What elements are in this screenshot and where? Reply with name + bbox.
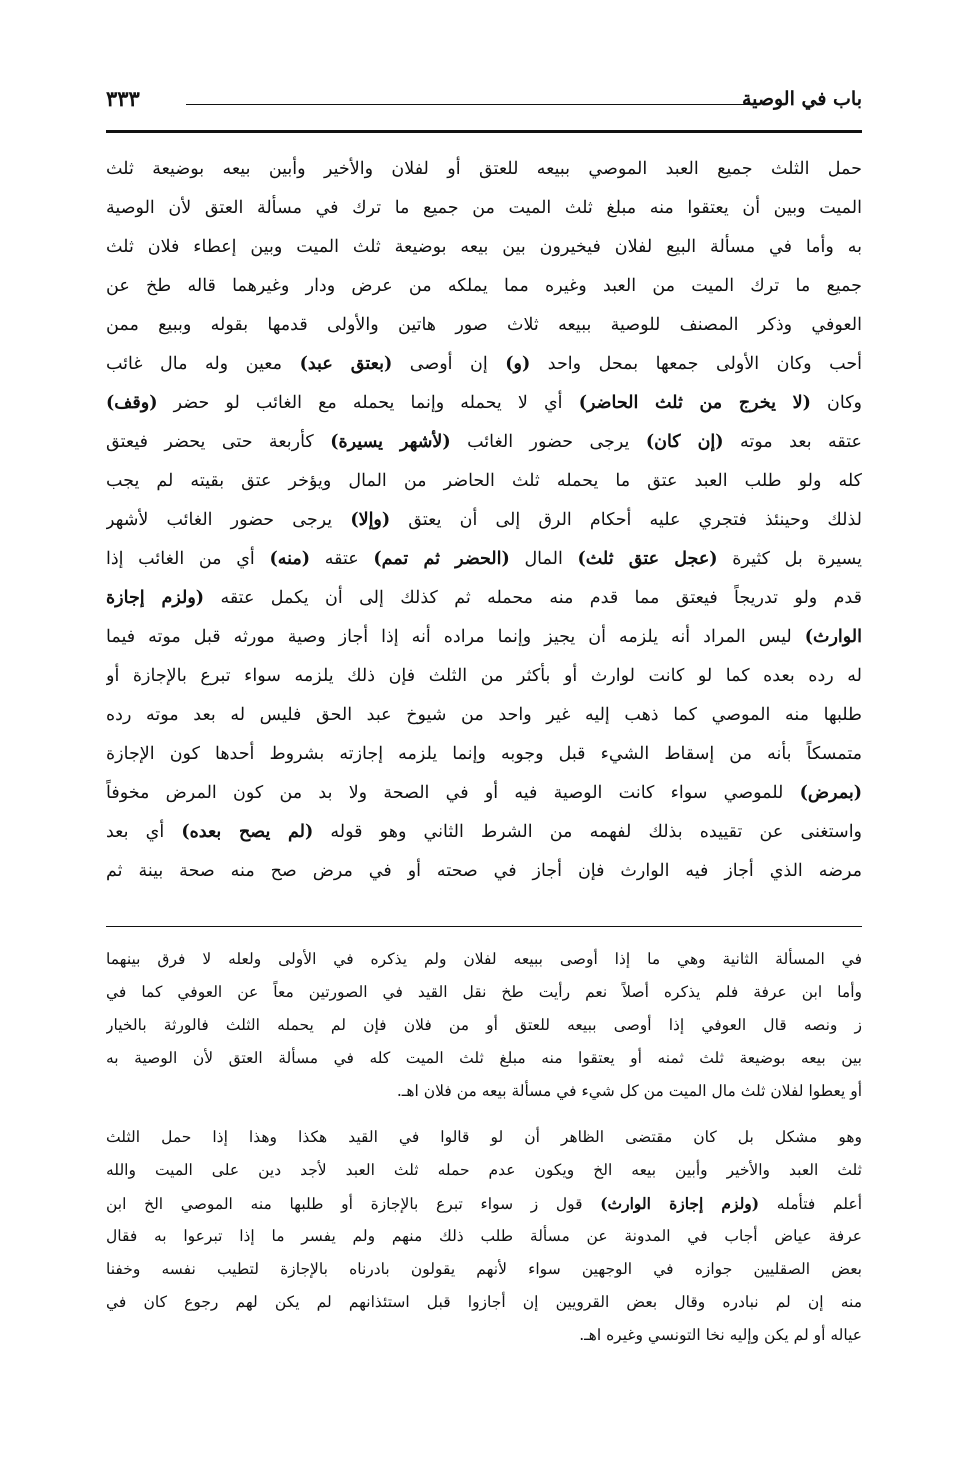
text-line: عتقه بعد موته (إن كان) يرجى حضور الغائب (لأشهر يسيرة) كأربعة حتى يحضر فيعتق (106, 432, 862, 452)
bold-term: (وقف) (106, 393, 158, 413)
footnote-line: منه إن لم نبادره وقال بعض القرويين إن أجازوا قبل استئذانهم لم يكن لهم رجوع كان في (106, 1293, 862, 1311)
bold-term: (عجل عتق ثلث) (577, 549, 718, 569)
footnote-line: أعلم فتأمله (ولزم إجازة الوارث) قول ز سواء تبرع بالإجازة أو طلبها منه الموصي الخ ابن (106, 1194, 862, 1213)
text-line: طلبها منه الموصي كما ذهب إليه غير واحد من شيوخ عبد الحق فليس له بعد موته رده (106, 705, 862, 725)
text-line: به وأما في مسألة البيع لفلان فيخيرون بين بيعه بوضيعة ثلث الميت وبين إعطاء فلان ثلث (106, 237, 862, 257)
bold-term: (و) (505, 354, 531, 374)
footnote-line: ز ونصه قال العوفي إذا أوصى ببيعه للعتق أو من فلان فإن لم يحمله الثلث فالورثة بالخيار (106, 1016, 862, 1034)
bold-term: (بعتق عبد) (299, 354, 393, 374)
footnote-line: وأما ابن عرفة فلم يذكره أصلاً نعم رأيت طخ نقل القيد في الصورتين معاً عن العوفي كما في (106, 983, 862, 1001)
text-line: العوفي وذكر المصنف للوصية ببيعه ثلاث صور هاتين والأولى قدمها بقوله وببيع ممن (106, 315, 862, 335)
footnote-line: وهو مشكل بل كان مقتضى الظاهر أن لو قالوا في القيد هكذا وهذا إذا حمل الثلث (106, 1128, 862, 1146)
main-text (106, 150, 862, 891)
text-line: جميع ما ترك الميت من العبد وغيره مما يملكه من عرض ودار وغيرهما قاله طخ عن (106, 276, 862, 296)
footnote-paragraph (106, 943, 862, 1108)
bold-term: (ولزم إجازة الوارث) (600, 1194, 760, 1213)
text-line: قدم ولو تدريجاً فيعتق مما قدم منه محمله ثم كذلك إلى أن يكمل عتقه (ولزم إجازة (106, 588, 862, 608)
text-line: واستغنى عن تقييده بذلك لفهمه من الشرط الثاني وهو قوله (لم يصح بعده) أي بعد (106, 822, 862, 842)
text-line: الوارث) ليس المراد أنه يلزمه أن يجيز وإنما مراده أنه إذا أجاز وصية مورثه قبل موته فيما (106, 627, 862, 647)
bold-term: (إن كان) (645, 432, 724, 452)
text-line: كله ولو طلب العبد عتق ما يحمله ثلث الحاضر من المال ويؤخر عتق بقيته لم يجب (106, 471, 862, 491)
footnote-paragraph (106, 1121, 862, 1352)
text-line: حمل الثلث جميع العبد الموصي ببيعه للعتق أو لفلان والأخير وأبين بيعه بوضيعة ثلث (106, 159, 862, 179)
text-line: له رده بعده كما لو كانت لوارث أو بأكثر من الثلث فإن ذلك يلزمه سواء تبرع بالإجازة أو (106, 666, 862, 686)
bold-term: (لا يخرج من ثلث الحاضر) (578, 393, 811, 413)
bold-term: (لأشهر يسيرة) (330, 432, 451, 452)
bold-term: (الحضر ثم تمم) (373, 549, 510, 569)
footnote-separator (106, 926, 862, 927)
text-line: لذلك وحينئذ فتجري عليه أحكام الرق إلى أن يعتق (وإلا) يرجى حضور الغائب لأشهر (106, 510, 862, 530)
bold-term: (وإلا) (350, 510, 391, 530)
page-number: ٣٣٣ (106, 86, 140, 111)
bold-term: (بمرض) (799, 783, 862, 803)
bold-term: (منه) (269, 549, 311, 569)
bold-term: الوارث) (804, 627, 862, 647)
text-line: وكان (لا يخرج من ثلث الحاضر) أي لا يحمله وإنما يحمله مع الغائب لو حضر (وقف) (106, 393, 862, 413)
running-header (106, 84, 862, 114)
footnote-line: في المسألة الثانية وهي ما إذا أوصى ببيعه لفلان ولم يذكره في الأولى ولعله لا فرق بينهما (106, 950, 862, 968)
text-line: متمسكاً بأنه من إسقاط الشيء قبل وجوبه وإنما يلزمه إجازته بشروط أحدها كون الإجازة (106, 744, 862, 764)
bold-term: (ولزم إجازة (106, 588, 205, 608)
footnote-line: عرفة عياض أجاب في المدونة عن مسألة طلب ذلك منهم ولم يفسر ما إذا تبرعوا به فقال (106, 1227, 862, 1245)
bold-term: (لم يصح بعده) (181, 822, 314, 842)
chapter-title: باب في الوصية (741, 88, 862, 110)
text-line: مرضه الذي أجاز فيه الوارث فإن أجاز في صحته أو في مرض صح منه صحة بينة ثم (106, 861, 862, 881)
footnote-line: بعض الصقليين جوازه في الوجهين سواء لأنهم يقولون بادرناه بالإجازة لتطيب نفسه وخفنا (106, 1260, 862, 1278)
footnotes (106, 943, 862, 1352)
header-dash-line (186, 104, 750, 105)
header-rule (106, 130, 862, 133)
text-line: يسيرة بل كثيرة (عجل عتق ثلث) المال (الحضر ثم تمم) عتقه (منه) أي من الغائب إذا (106, 549, 862, 569)
text-line: أحب وكان الأولى جمعها بمحل واحد (و) إن أوصى (بعتق عبد) معين وله مال غائب (106, 354, 862, 374)
text-line: الميت وبين أن يعتقوا منه مبلغ ثلث الميت من جميع ما ترك في مسألة العتق لأن الوصية (106, 198, 862, 218)
footnote-line: أو يعطوا لفلان ثلث مال الميت من كل شيء في مسألة بيعه من فلان اهـ. (396, 1082, 862, 1100)
footnote-line: ثلث العبد والأخير وأبين بيعه الخ ويكون عدم حمله ثلث العبد لأجد دين على الميت والله (106, 1161, 862, 1179)
footnote-line: عياله أو لم يكن وإليه نخا التونسي وغيره اهـ. (579, 1326, 862, 1344)
footnote-line: بين بيعه بوضيعة ثلث ثمنه أو يعتقوا منه مبلغ ثلث الميت كله في مسألة العتق لأن الوصية به (106, 1049, 862, 1067)
text-line: (بمرض) للموصي سواء كانت الوصية فيه أو في الصحة ولا بد من كون المرض مخوفاً (106, 783, 862, 803)
